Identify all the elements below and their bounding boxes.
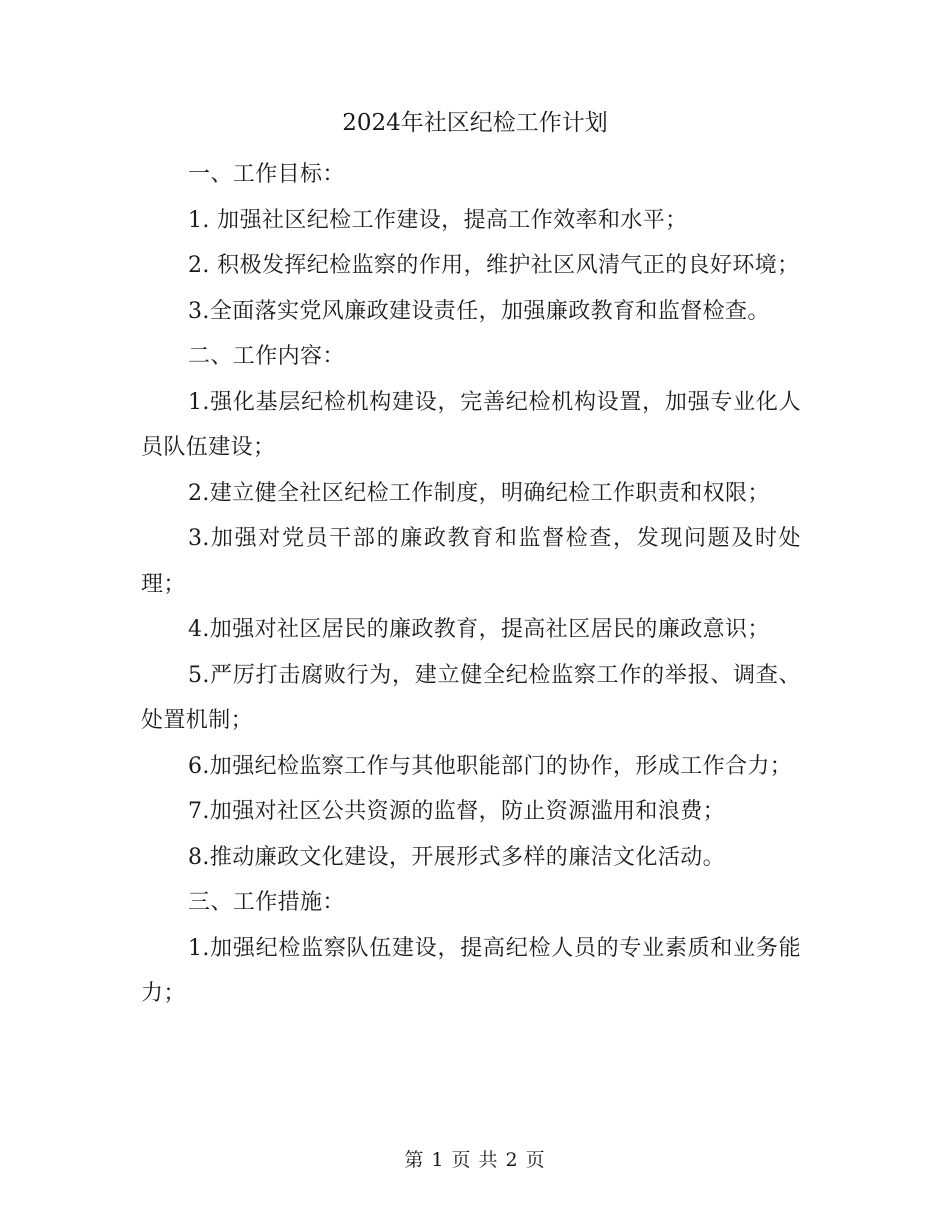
paragraph: 4.加强对社区居民的廉政教育，提高社区居民的廉政意识； (188, 617, 770, 642)
paragraph: 1.加强纪检监察队伍建设，提高纪检人员的专业素质和业务能力； (141, 935, 801, 1006)
paragraph: 8.推动廉政文化建设，开展形式多样的廉洁文化活动。 (188, 844, 725, 870)
document-title: 2024年社区纪检工作计划 (342, 110, 608, 136)
section-heading-goals: 一、工作目标： (188, 162, 345, 187)
section-heading-content: 二、工作内容： (188, 344, 345, 369)
page-number: 第 1 页 共 2 页 (404, 1149, 546, 1171)
paragraph: 3.加强对党员干部的廉政教育和监督检查，发现问题及时处理； (141, 526, 801, 597)
paragraph: 6.加强纪检监察工作与其他职能部门的协作，形成工作合力； (188, 753, 793, 779)
paragraph: 2. 积极发挥纪检监察的作用，维护社区风清气正的良好环境； (188, 253, 800, 278)
paragraph: 3.全面落实党风廉政建设责任，加强廉政教育和监督检查。 (188, 298, 770, 324)
paragraph: 1. 加强社区纪检工作建设，提高工作效率和水平； (188, 207, 688, 233)
section-heading-measures: 三、工作措施： (188, 890, 345, 915)
paragraph: 7.加强对社区公共资源的监督，防止资源滥用和浪费； (188, 799, 725, 824)
paragraph: 1.强化基层纪检机构建设，完善纪检机构设置，加强专业化人员队伍建设； (141, 389, 801, 460)
document-body (141, 152, 801, 1017)
paragraph: 5.严厉打击腐败行为，建立健全纪检监察工作的举报、调查、处置机制； (141, 662, 801, 733)
paragraph: 2.建立健全社区纪检工作制度，明确纪检工作职责和权限； (188, 480, 770, 506)
